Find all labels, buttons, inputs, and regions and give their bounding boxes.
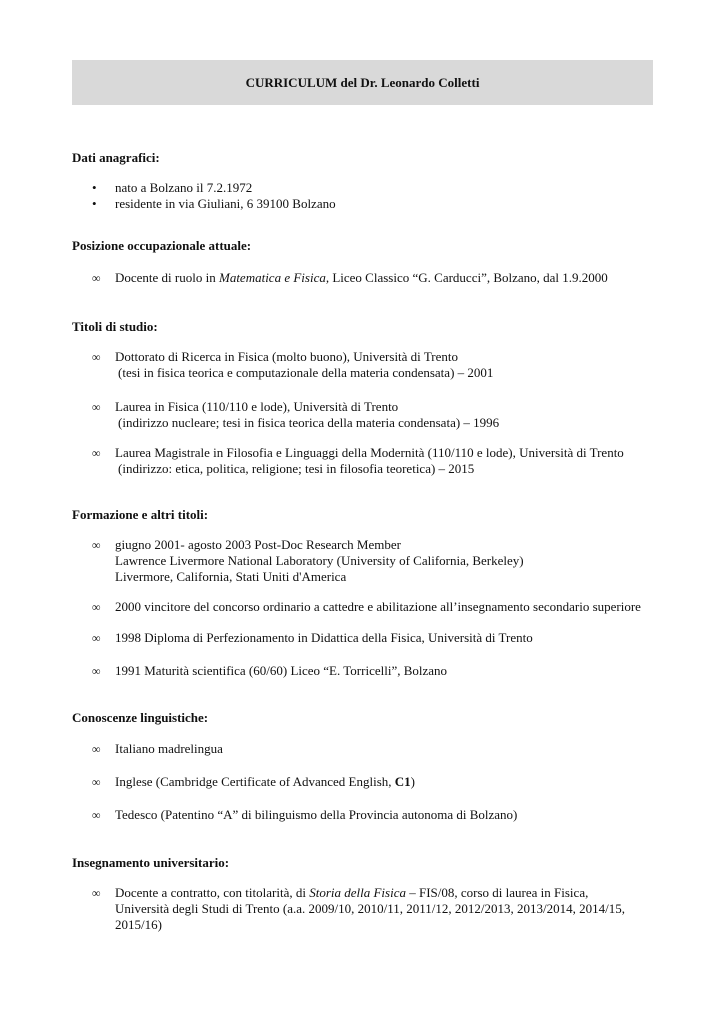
bullet-dot-icon: • xyxy=(92,196,97,211)
list-item: ∞ Docente a contratto, con titolarità, di Storia della Fisica – FIS/08, corso di laurea in Fisica, Università degli Studi di Trento (a.a. 2009/10, 2010/11, 2011/12, 2012/2013, 2013/2014, 2014/15, 2015/16) xyxy=(92,885,625,932)
titoli-list-3 xyxy=(92,445,672,477)
list-item: ∞ Laurea Magistrale in Filosofia e Linguaggi della Modernità (110/110 e lode), Università di Trento (indirizzo: etica, politica, religione; tesi in filosofia teoretica) – 2015 xyxy=(92,445,624,476)
infinity-bullet-icon: ∞ xyxy=(92,271,101,285)
formazione-list-2 xyxy=(92,599,672,615)
infinity-bullet-icon: ∞ xyxy=(92,664,101,678)
list-item: ∞ Dottorato di Ricerca in Fisica (molto buono), Università di Trento (tesi in fisica teorica e computazionale della materia condensata) – 2001 xyxy=(92,349,494,380)
formazione-list-4 xyxy=(92,663,672,679)
cv-title-banner xyxy=(72,60,653,105)
titoli-list xyxy=(92,349,672,381)
section-heading-formazione: Formazione e altri titoli: xyxy=(72,507,209,522)
infinity-bullet-icon: ∞ xyxy=(92,400,101,414)
formazione-list-3 xyxy=(92,630,672,646)
infinity-bullet-icon: ∞ xyxy=(92,886,101,900)
titoli-list-2 xyxy=(92,399,672,431)
list-item: • nato a Bolzano il 7.2.1972 xyxy=(92,180,253,195)
section-heading-titoli: Titoli di studio: xyxy=(72,319,158,334)
list-item: ∞ 1991 Maturità scientifica (60/60) Liceo “E. Torricelli”, Bolzano xyxy=(92,663,448,678)
list-item: ∞ Inglese (Cambridge Certificate of Advanced English, C1) xyxy=(92,774,416,789)
section-heading-posizione: Posizione occupazionale attuale: xyxy=(72,238,252,253)
infinity-bullet-icon: ∞ xyxy=(92,446,101,460)
list-item: ∞ 1998 Diploma di Perfezionamento in Didattica della Fisica, Università di Trento xyxy=(92,630,533,645)
list-item: ∞ Italiano madrelingua xyxy=(92,741,223,756)
formazione-list xyxy=(92,537,672,585)
list-item: ∞ Docente di ruolo in Matematica e Fisica, Liceo Classico “G. Carducci”, Bolzano, dal 1.9.2000 xyxy=(92,270,608,285)
section-heading-lingue: Conoscenze linguistiche: xyxy=(72,710,209,725)
list-item: • residente in via Giuliani, 6 39100 Bolzano xyxy=(92,196,336,211)
infinity-bullet-icon: ∞ xyxy=(92,600,101,614)
lingue-list-3 xyxy=(92,807,672,823)
list-item: ∞ 2000 vincitore del concorso ordinario a cattedre e abilitazione all’insegnamento secondario superiore xyxy=(92,599,641,614)
lingue-list-2 xyxy=(92,774,672,790)
bullet-dot-icon: • xyxy=(92,180,97,195)
dati-anagrafici-list xyxy=(92,180,672,212)
infinity-bullet-icon: ∞ xyxy=(92,350,101,364)
list-item: ∞ Tedesco (Patentino “A” di bilinguismo della Provincia autonoma di Bolzano) xyxy=(92,807,518,822)
list-item: ∞ Laurea in Fisica (110/110 e lode), Università di Trento (indirizzo nucleare; tesi in fisica teorica della materia condensata) – 1996 xyxy=(92,399,500,430)
section-heading-dati-anagrafici: Dati anagrafici: xyxy=(72,150,160,165)
section-heading-universitario: Insegnamento universitario: xyxy=(72,855,230,870)
posizione-list xyxy=(92,270,672,286)
infinity-bullet-icon: ∞ xyxy=(92,631,101,645)
list-item: ∞ giugno 2001- agosto 2003 Post-Doc Research Member Lawrence Livermore National Laboratory (University of California, Berkeley) Livermore, California, Stati Uniti d'America xyxy=(92,537,524,584)
lingue-list xyxy=(92,741,672,757)
infinity-bullet-icon: ∞ xyxy=(92,808,101,822)
infinity-bullet-icon: ∞ xyxy=(92,775,101,789)
universitario-list xyxy=(92,885,672,933)
infinity-bullet-icon: ∞ xyxy=(92,538,101,552)
infinity-bullet-icon: ∞ xyxy=(92,742,101,756)
cv-title: CURRICULUM del Dr. Leonardo Colletti xyxy=(245,74,480,90)
